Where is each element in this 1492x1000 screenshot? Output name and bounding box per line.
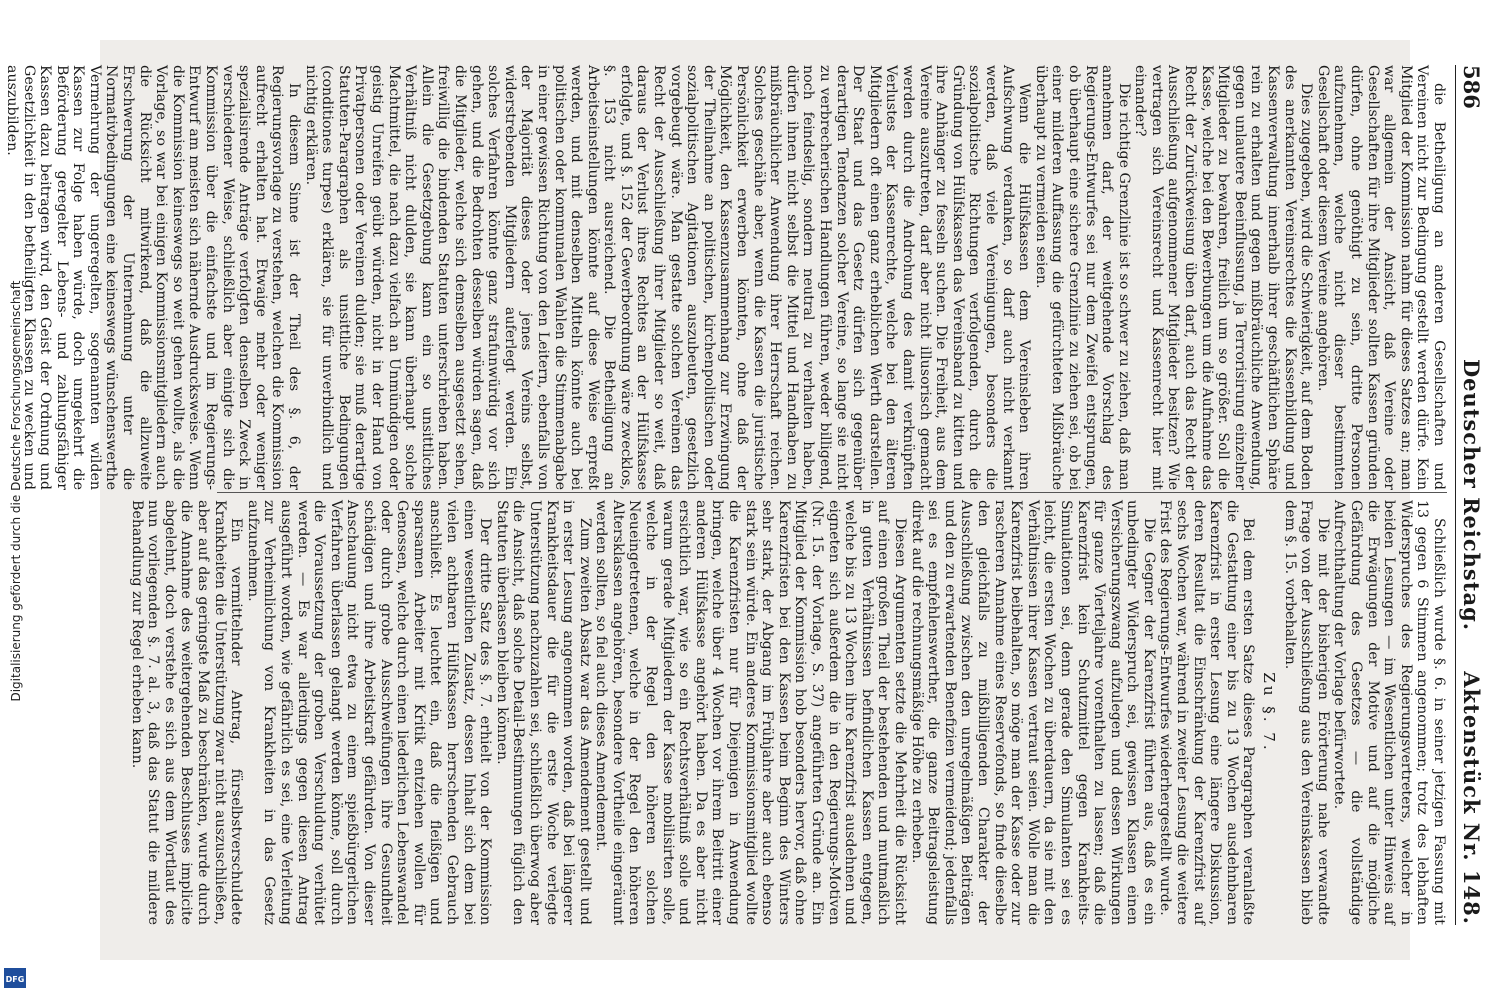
- document-number: Aktenstück Nr. 148.: [1459, 671, 1484, 925]
- paragraph: Dies zugegeben, wird die Schwierigkeit, auf dem Boden des anerkannten Vereinsrechtes die Kassenbildung und Kassenverwaltung innerhalb ihrer geschäftlichen Sphäre rein zu erhalten und gegen mißbräuchliche Anwendung, gegen unlautere Beeinflussung, ja Terrorisirung einzelner Mitglieder zu bewahren, freilich um so größer. Soll die Kasse, welche bei den Bewerbungen um die Aufnahme das Recht der Zurückweisung üben darf, auch das Recht der Ausschließung aufgenommener Mitglieder besitzen? Wie vertragen sich Vereinsrecht und Kassenrecht hier mit einander?: [1132, 65, 1315, 490]
- right-column: [128, 500, 1447, 925]
- dfg-logo: [4, 968, 26, 988]
- paragraph: Ein vermittelnder Antrag, fürselbstverschuldete Krankheiten die Unterstützung zwar nicht auszuschließen, aber auf das geringste Maß zu beschränken, wurde durch die Annahme des weitergehenden Beschlusses implicite abgelehnt, doch verstehe es sich aus dem Wortlaut des nun vorliegenden §. 7. al. 3, daß das Statut die mildere Behandlung zur Regel erheben kann.: [128, 500, 245, 925]
- digitization-note: [6, 14, 24, 954]
- column-divider: [217, 492, 1447, 493]
- paragraph: Die Gegner der Karenzfrist führten aus, daß es ein unbedingter Widerspruch sei, gewissen Klassen einen Versicherungszwang aufzulegen und dessen Wirkungen für ganze Vierteljahre vorenthalten zu lassen; daß die Karenzfrist kein Schutzmittel gegen Krankheits-Simulationen sei, denn gerade den Simulanten sei es leicht, die ersten Wochen zu überdauern, da sie mit den Verhältnissen ihrer Kassen vertraut seien. Wolle man die Karenzfrist beibehalten, so möge man der Kasse oder zur rascheren Annahme eines Reservefonds, so finde dieselbe den gleichfalls zu mißbilligenden Charakter der Ausschließung zwischen den unregelmäßigen Beiträgen und den zu erwartenden Benefizien vermeidend; jedenfalls sei es empfehlenswerther, die ganze Beitragsleistung direkt auf die rechnungsmäßige Höhe zu erheben.: [908, 500, 1157, 925]
- page-number: 586: [1459, 65, 1484, 109]
- paragraph: Wenn die Hülfskassen dem Vereinsleben ihren Aufschwung verdanken, so darf auch nicht verkannt werden, daß viele Vereinigungen, besonders die sozialpolitische Richtungen verfolgenden, durch die Gründung von Hülfskassen das Vereinsband zu kitten und ihre Anhänger zu fesseln suchen. Die Freiheit, aus dem Vereine auszutreten, darf aber nicht illusorisch gemacht werden durch die Androhung des damit verknüpften Verlustes der Kassenrechte, welche bei den älteren Mitgliedern oft einen ganz erheblichen Werth darstellen. Der Staat und das Gesetz dürfen sich gegenüber derartigen Tendenzen solcher Vereine, so lange sie nicht zu verbrecherischen Handlungen führen, weder billigend, noch feindselig, sondern neutral zu verhalten haben, dürfen ihnen nicht selbst die Mittel und Handhaben zu mißbräuchlicher Anwendung ihrer Herrschaft reichen. Solches geschähe aber, wenn die Kassen die juristische Persönlichkeit erwerben könnten, ohne daß der Möglichkeit, den Kassenzusammenhang zur Erzwingung der Theilnahme an politischen, kirchenpolitischen oder sozialpolitischen Agitationen auszubeuten, gesetzlich vorgebeugt wäre. Man gestatte solchen Vereinen das Recht der Ausschließung ihrer Mitglieder so weit, daß daraus der Verlust ihres Rechtes an der Hülfskasse erfolgte, und §. 152 der Gewerbeordnung wäre zwecklos, §. 153 nicht ausreichend. Die Betheiligung an Arbeitseinstellungen könnte auf diese Weise erpreßt werden, und mit denselben Mitteln könnte auch bei politischen oder kommunalen Wahlen die Stimmenabgabe in einer gewissen Richtung von den Leitern, ebenfalls von der Majorität dieses oder jenes Vereins selbst, widerstrebenden Mitgliedern auferlegt werden. Ein solches Verfahren könnte ganz strafunwürdig vor sich gehen, und die Bedrohten desselben würden sagen, daß die Mitglieder, welche sich demselben ausgesetzt sehen, freiwillig die bindenden Statuten unterschrieben haben. Allein die Gesetzgebung kann ein so unsittliches Verhältniß nicht dulden, sie kann überhaupt solche Machtmittel, die nach dazu vielfach an Unmündigen oder geistig Unreifen geübt würden, nicht in der Hand von Privatpersonen oder Vereinen dulden; sie muß derartige Statuten-Paragraphen als unsittliche Bedingungen (conditiones turpes) erklären, sie für unverbindlich und nichtig erklären.: [302, 65, 1033, 490]
- paragraph: Diesen Argumenten setzte die Mehrheit die Rücksicht auf einen großen Theil der bestehenden und mutmaßlich in guten Verhältnissen befindlichen Kassen entgegen, welche bis zu 13 Wochen ihre Karenzfrist ausdehnen und eigneten sich außerdem die in den Regierungs-Motiven (Nr. 15. der Vorlage, S. 37) angeführten Gründe an. Ein Mitglied der Kommission hob besonders hervor, daß ohne Karenzfristen bei den Kassen beim Beginn des Winters sehr stark, der Abgang im Frühjahre aber auch ebenso stark sein würde. Ein anderes Kommissionsmitglied wollte die Karenzfristen nur für Diejenigen in Anwendung bringen, welche über 4 Wochen vor ihrem Beitritt einer anderen Hülfskasse angehört haben. Da es aber nicht ersichtlich war, wie so ein Rechtsverhältniß solle und warum gerade Mitgliedern der Kasse mobilisirten solle, welche in der Regel den höheren solchen Neueingetretenen, welche in der Regel den höheren Altersklassen angehören, besondere Vortheile eingeräumt werden sollten, so fiel auch dieses Amendement.: [593, 500, 908, 925]
- digitization-note-text: Digitalisierung gefördert durch die Deutsche Forschungsgemeinschaft: [9, 280, 23, 702]
- paragraph: die Betheiligung an anderen Gesellschaften und Vereinen nicht zur Bedingung gestellt werden dürfe. Kein Mitglied der Kommission nahm für dieses Satzes an; man war allgemein der Ansicht, daß Vereine oder Gesellschaften für ihre Mitglieder sollten Kassen gründen dürfen, ohne genöthigt zu sein, dritte Personen aufzunehmen, welche nicht dieser bestimmten Gesellschaft oder diesem Vereine angehören.: [1314, 65, 1447, 490]
- paragraph: Schließlich wurde §. 6. in seiner jetzigen Fassung mit 13 gegen 6 Stimmen angenommen; trotz des lebhaften Widerspruches des Regierungsvertreters, welcher in beiden Lesungen — im Wesentlichen unter Hinweis auf die Erwägungen der Motive und auf die mögliche Gefährdung des Gesetzes — die vollständige Aufrechthaltung der Vorlage befürwortete.: [1331, 500, 1447, 925]
- page-header-title: Deutscher Reichstag.: [1459, 358, 1484, 632]
- paragraph: Bei dem ersten Satze dieses Paragraphen veranlaßte die Gestattung einer bis zu 13 Wochen ausdehnbaren Karenzfrist in erster Lesung eine längere Diskussion, deren Resultat die Einschränkung der Karenzfrist auf sechs Wochen war, während in zweiter Lesung die weitere Frist des Regierungs-Entwurfes wiederhergestellt wurde.: [1157, 500, 1257, 925]
- running-header: [1455, 65, 1484, 925]
- dfg-logo-text: DFG: [5, 975, 25, 984]
- paragraph: Die richtige Grenzlinie ist so schwer zu ziehen, daß man annehmen darf, der weitgehende Vorschlag des Regierungs-Entwurfes sei nur dem Zweifel entsprungen, ob überhaupt eine sichere Grenzlinie zu ziehen sei, ob bei einer milderen Auffassung die gefürchteten Mißbräuche überhaupt zu vermeiden seien.: [1032, 65, 1132, 490]
- left-column: [3, 65, 1447, 490]
- paragraph: Die mit der bisherigen Erörterung nahe verwandte Frage von der Ausschließung aus den Vereinskassen blieb dem §. 15. vorbehalten.: [1281, 500, 1331, 925]
- paragraph: Zum zweiten Absatz war das Amendement gestellt und in erster Lesung angenommen worden, daß bei längerer Krankheitsdauer die für die erste Woche verlegte Unterstützung nachzuzahlen sei, schließlich überwog aber die Ansicht, daß solche Detail-Bestimmungen füglich den Statuten überlassen bleiben können.: [493, 500, 593, 925]
- paragraph: In diesem Sinne ist der Theil des §. 6, der Regierungsvorlage zu verstehen, welchen die Kommission aufrecht erhalten hat. Etwaige mehr oder weniger spezialisirende Anträge verfolgten denselben Zweck in verschiedener Weise, schließlich aber einigte sich die Kommission über die einfachste und im Regierungs-Entwurf am meisten sich nähernde Ausdrucksweise. Wenn die Kommission keineswegs so weit gehen wollte, als die Vorlage, so war bei einigen Kommissionsmitgliedern auch die Rücksicht mitwirkend, daß die allzuweite Erschwerung der Unternehmung unter die Normativbedingungen eine keineswegs wünschenswerthe Vermehrung der ungeregelten, sogenannten wilden Kassen zur Folge haben würde, doch umgekehrt die Beförderung geregelter Lebens- und zahlungsfähiger Kassen dazu beitragen wird, den Geist der Ordnung und Gesetzlichkeit in den betheiligten Klassen zu wecken und auszubilden.: [3, 65, 303, 490]
- section-heading: Zu §. 7.: [1260, 672, 1279, 753]
- paragraph: Der dritte Satz des §. 7. erhielt von der Kommission einen wesentlichen Zusatz, dessen Inhalt sich dem bei vielen achtbaren Hülfskassen herrschenden Gebrauch anschließt. Es leuchtet ein, daß die fleißigen und sparsamen Arbeiter mit Kritik entziehen wollen für Genossen, welche durch einen liederlichen Lebenswandel oder durch grobe Ausschweifungen ihre Gesundheit schädigen und ihre Arbeitskraft gefährden. Von dieser Anschauung nicht etwa zu einem spießbürgerlichen Verfahren überlassen gelangt werden könne, soll durch die Voraussetzung der groben Verschuldung verhütet werden. — Es war allerdings gegen diesen Antrag ausgeführt worden, wie gefährlich es sei, eine Verleitung zur Verheimlichung von Krankheiten in das Gesetz aufzunehmen.: [244, 500, 494, 925]
